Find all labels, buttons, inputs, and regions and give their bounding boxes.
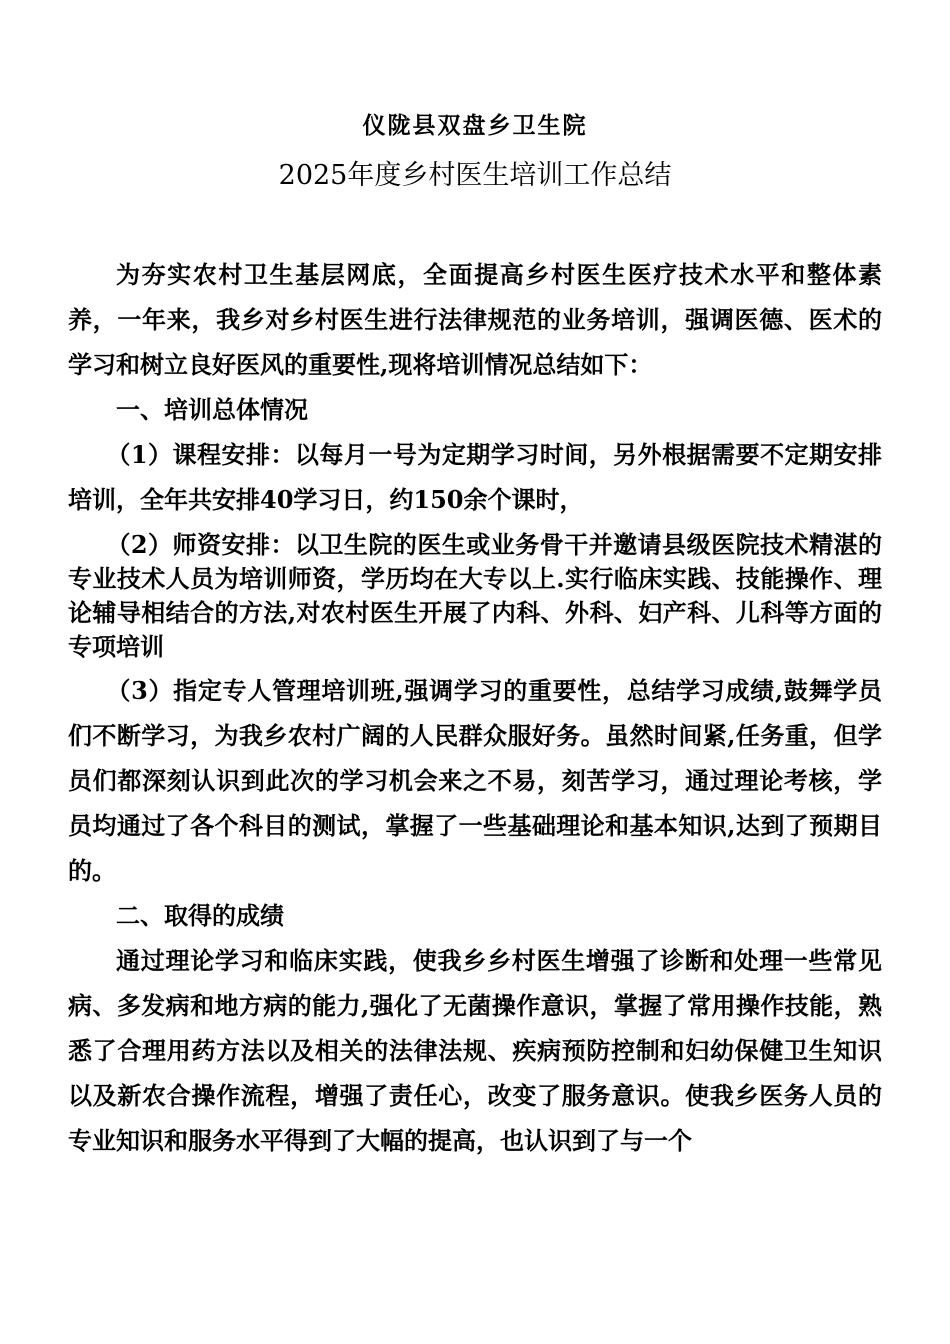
paragraph-teacher-arrangement: （2）师资安排：以卫生院的医生或业务骨干并邀请县级医院技术精湛的专业技术人员为培训师资，学历均在大专以上.实行临床实践、技能操作、理论辅导相结合的方法,对农村医生开展了内科、外科、妇产科、儿科等方面的专项培训 (68, 530, 882, 661)
paragraph-management: （3）指定专人管理培训班,强调学习的重要性，总结学习成绩,鼓舞学员们不断学习，为我乡农村广阔的人民群众服好务。虽然时间紧,任务重，但学员们都深刻认识到此次的学习机会来之不易，刻苦学习，通过理论考核，学员均通过了各个科目的测试，掌握了一些基础理论和基本知识,达到了预期目的。 (68, 676, 882, 885)
paragraph-intro: 为夯实农村卫生基层网底，全面提高乡村医生医疗技术水平和整体素养，一年来，我乡对乡村医生进行法律规范的业务培训，强调医德、医术的学习和树立良好医风的重要性,现将培训情况总结如下： (68, 260, 882, 379)
section-heading-overview: 一、培训总体情况 (116, 395, 308, 424)
document-title-summary: 2025年度乡村医生培训工作总结 (278, 160, 672, 191)
document-body (68, 252, 882, 1163)
section-heading-achievements: 二、取得的成绩 (116, 901, 284, 930)
document-title-organization: 仪陇县双盘乡卫生院 (362, 112, 588, 139)
paragraph-course-arrangement: （1）课程安排：以每月一号为定期学习时间，另外根据需要不定期安排培训，全年共安排40学习日，约150余个课时， (68, 440, 882, 514)
paragraph-achievements: 通过理论学习和临床实践，使我乡乡村医生增强了诊断和处理一些常见病、多发病和地方病的能力,强化了无菌操作意识，掌握了常用操作技能，熟悉了合理用药方法以及相关的法律法规、疾病预防控制和妇幼保健卫生知识以及新农合操作流程，增强了责任心，改变了服务意识。使我乡医务人员的专业知识和服务水平得到了大幅的提高，也认识到了与一个 (68, 946, 882, 1155)
